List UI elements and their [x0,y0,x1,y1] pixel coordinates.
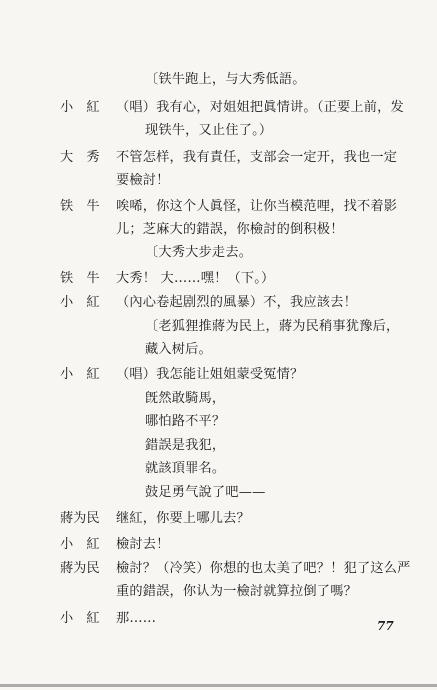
stage-direction: 〔大秀大步走去。 [145,245,253,260]
speaker-label: 蔣为民 [60,561,100,576]
verse-line: 錯誤是我犯， [145,438,226,453]
dialogue-line: 重的錯誤，你认为一檢討就算拉倒了嗎？ [116,584,357,599]
dialogue-line: 檢討？（冷笑）你想的也太美了吧？！犯了这么严 [116,561,411,576]
verse-line: 哪怕路不平？ [145,414,226,429]
dialogue-line: 唉唏，你这个人眞怪，让你当模范哩，找不着影 [116,199,398,214]
speaker-label: 铁 牛 [60,271,100,286]
stage-direction: 〔老狐狸推蔣为民上，蔣为民稍事犹豫后， [145,319,400,334]
dialogue-line: 现铁牛，又止住了。） [145,123,273,138]
stage-direction: 〔铁牛跑上，与大秀低語。 [145,72,306,87]
speaker-label: 小 紅 [60,367,100,382]
dialogue-line: （唱）我有心，对姐姐把眞情讲。（正要上前，发 [116,100,404,115]
speaker-label: 蔣为民 [60,511,100,526]
verse-line: 鼓足勇气說了吧—— [145,485,266,500]
dialogue-line: 大秀！ 大……嘿！（下。） [116,271,275,286]
speaker-label: 小 紅 [60,295,100,310]
speaker-label: 小 紅 [60,537,100,552]
speaker-label: 小 紅 [60,100,100,115]
page-number: 77 [377,619,394,633]
speaker-label: 铁 牛 [60,199,100,214]
scan-edge-divider [0,684,437,687]
dialogue-line: 不管怎样，我有責任，支部会一定开，我也一定 [116,150,398,165]
verse-line: 就該頂罪名。 [145,461,226,476]
dialogue-line: 继紅，你要上哪儿去？ [116,511,250,526]
dialogue-line: 要檢討！ [116,173,170,188]
dialogue-line: 檢討去！ [116,537,170,552]
speaker-label: 小 紅 [60,611,100,626]
speaker-label: 大 秀 [60,150,100,165]
stage-direction: 藏入树后。 [145,342,212,357]
dialogue-line: 儿；芝麻大的錯誤，你檢討的倒积极！ [116,222,344,237]
dialogue-line: （內心卷起剧烈的風暴）不，我应該去！ [116,295,357,310]
verse-line: 旣然敢騎馬， [145,391,226,406]
dialogue-line: 那…… [116,611,157,626]
dialogue-line: （唱）我怎能让姐姐蒙受冤情？ [116,367,304,382]
